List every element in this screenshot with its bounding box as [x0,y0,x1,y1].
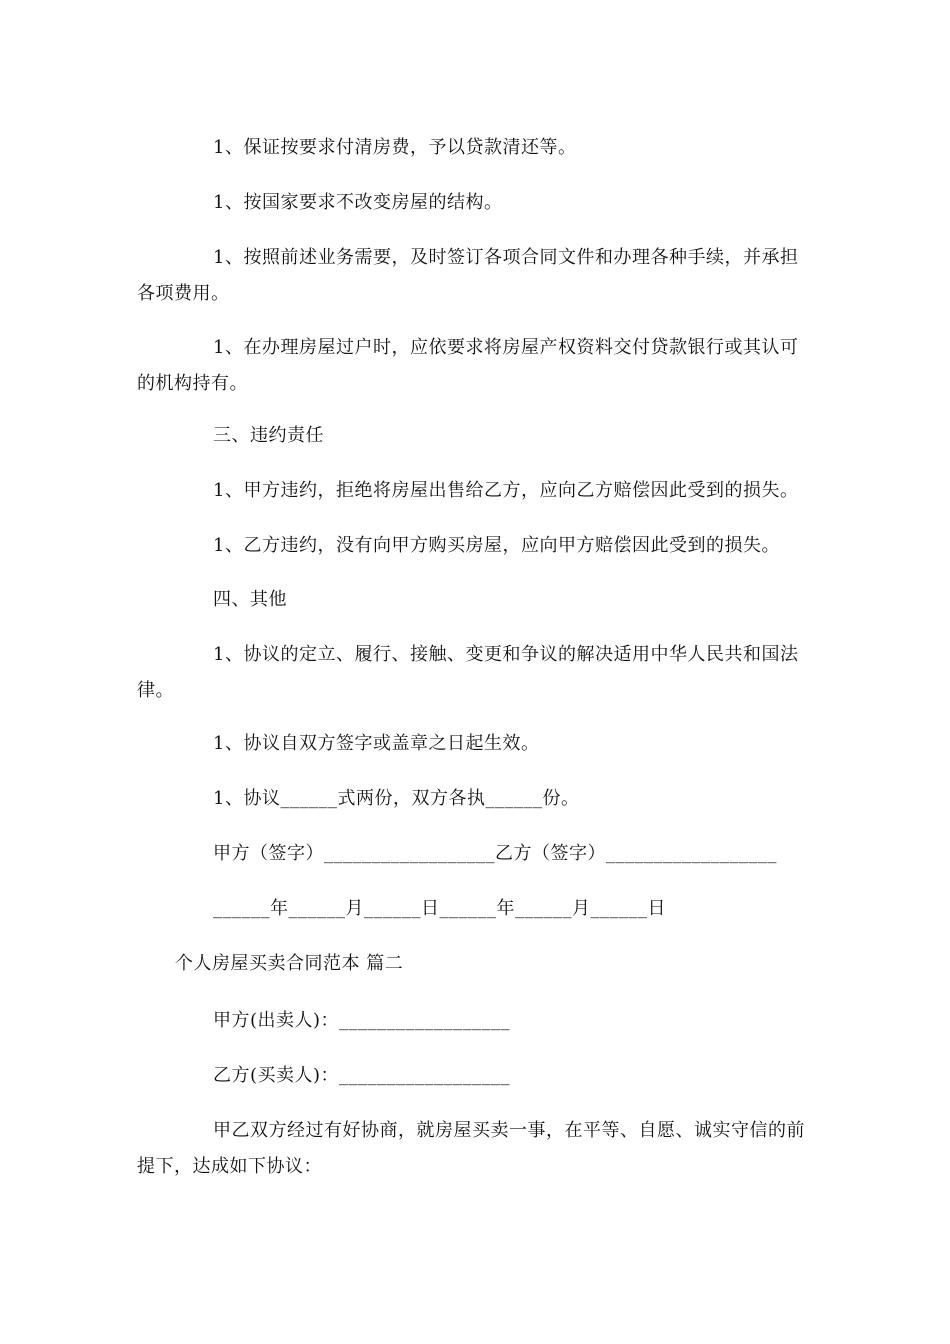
seller-line: 甲方(出卖人)：__________________ [213,1010,511,1031]
clause-copies: 1、协议______式两份，双方各执______份。 [213,788,580,809]
clause-effective-date: 1、协议自双方签字或盖章之日起生效。 [213,733,540,754]
agreement-preamble: 甲乙双方经过有好协商，就房屋买卖一事，在平等、自愿、诚实守信的前提下，达成如下协议： [137,1120,805,1177]
clause-sign-documents: 1、按照前述业务需要，及时签订各项合同文件和办理各种手续，并承担各项费用。 [137,247,799,304]
section-heading-liability: 三、违约责任 [213,425,324,446]
clause-party-b-breach: 1、乙方违约，没有向甲方购买房屋，应向甲方赔偿因此受到的损失。 [213,535,780,556]
clause-party-a-breach: 1、甲方违约，拒绝将房屋出售给乙方，应向乙方赔偿因此受到的损失。 [213,480,799,501]
clause-governing-law: 1、协议的定立、履行、接触、变更和争议的解决适用中华人民共和国法律。 [137,644,799,701]
section-title-part-two: 个人房屋买卖合同范本 篇二 [175,953,404,974]
clause-no-structure-change: 1、按国家要求不改变房屋的结构。 [213,192,503,213]
signature-line: 甲方（签字）__________________乙方（签字）__________________ [213,843,777,864]
clause-pay-fees: 1、保证按要求付清房费，予以贷款清还等。 [213,137,577,158]
clause-property-transfer: 1、在办理房屋过户时，应依要求将房屋产权资料交付贷款银行或其认可的机构持有。 [137,337,799,394]
buyer-line: 乙方(买卖人)：__________________ [213,1065,511,1086]
section-heading-other: 四、其他 [213,589,287,610]
date-line: ______年______月______日______年______月______日 [213,898,666,919]
